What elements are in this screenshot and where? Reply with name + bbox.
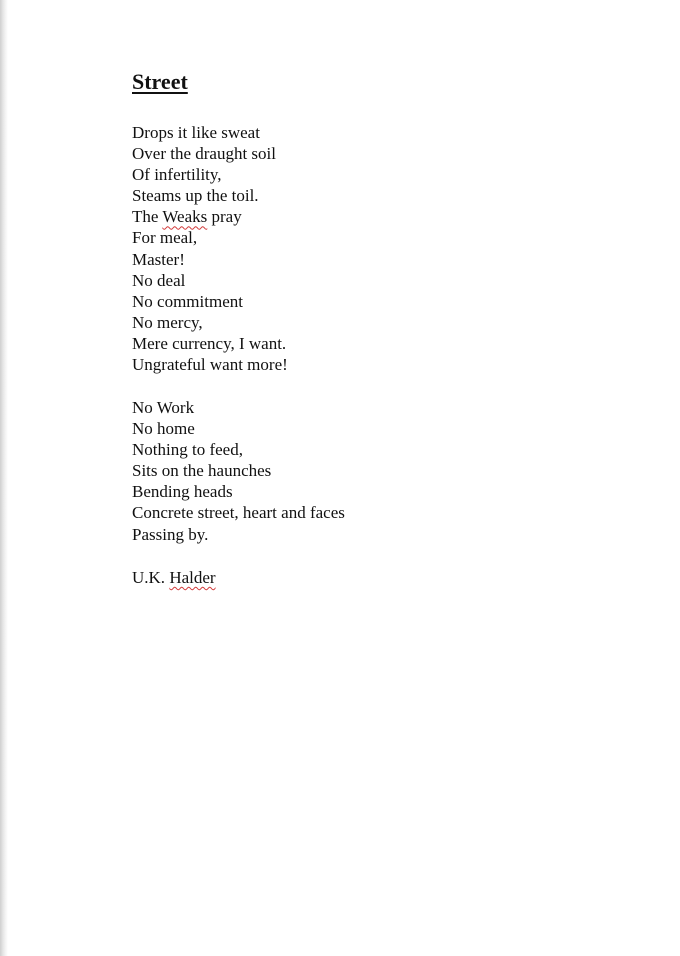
poem-line: Passing by. — [132, 524, 209, 544]
poem-line: No mercy, — [132, 312, 203, 332]
poem-line-text: The — [132, 207, 163, 227]
poem-line: Steams up the toil. — [132, 186, 259, 206]
poem-line: No commitment — [132, 291, 243, 311]
poem-title: Street — [132, 69, 188, 94]
poem-line: Over the draught soil — [132, 144, 276, 164]
signature-initials: U.K. — [132, 568, 170, 587]
stanza-2 — [132, 397, 345, 545]
poem-line: Of infertility, — [132, 165, 222, 185]
poem-line-text: pray — [207, 207, 242, 227]
poem-line: Nothing to feed, — [132, 440, 243, 460]
poem-line: Ungrateful want more! — [132, 355, 288, 375]
poem-line: Sits on the haunches — [132, 461, 272, 481]
stanza-1 — [132, 122, 288, 375]
poem-line: Mere currency, I want. — [132, 333, 287, 353]
poem-line: Bending heads — [132, 482, 233, 502]
poem-line: Master! — [132, 249, 185, 269]
poem-line: Concrete street, heart and faces — [132, 503, 345, 523]
spellcheck-flagged-word[interactable]: Weaks — [162, 207, 208, 227]
poem-line: Drops it like sweat — [132, 123, 260, 142]
poem-line — [132, 206, 288, 227]
spellcheck-flagged-word[interactable]: Halder — [169, 568, 216, 587]
poem-line: No home — [132, 419, 195, 439]
poem-line: No deal — [132, 270, 186, 290]
page-left-edge — [0, 0, 8, 956]
author-signature — [132, 567, 216, 588]
poem-line: For meal, — [132, 228, 198, 248]
poem-line: No Work — [132, 398, 195, 417]
